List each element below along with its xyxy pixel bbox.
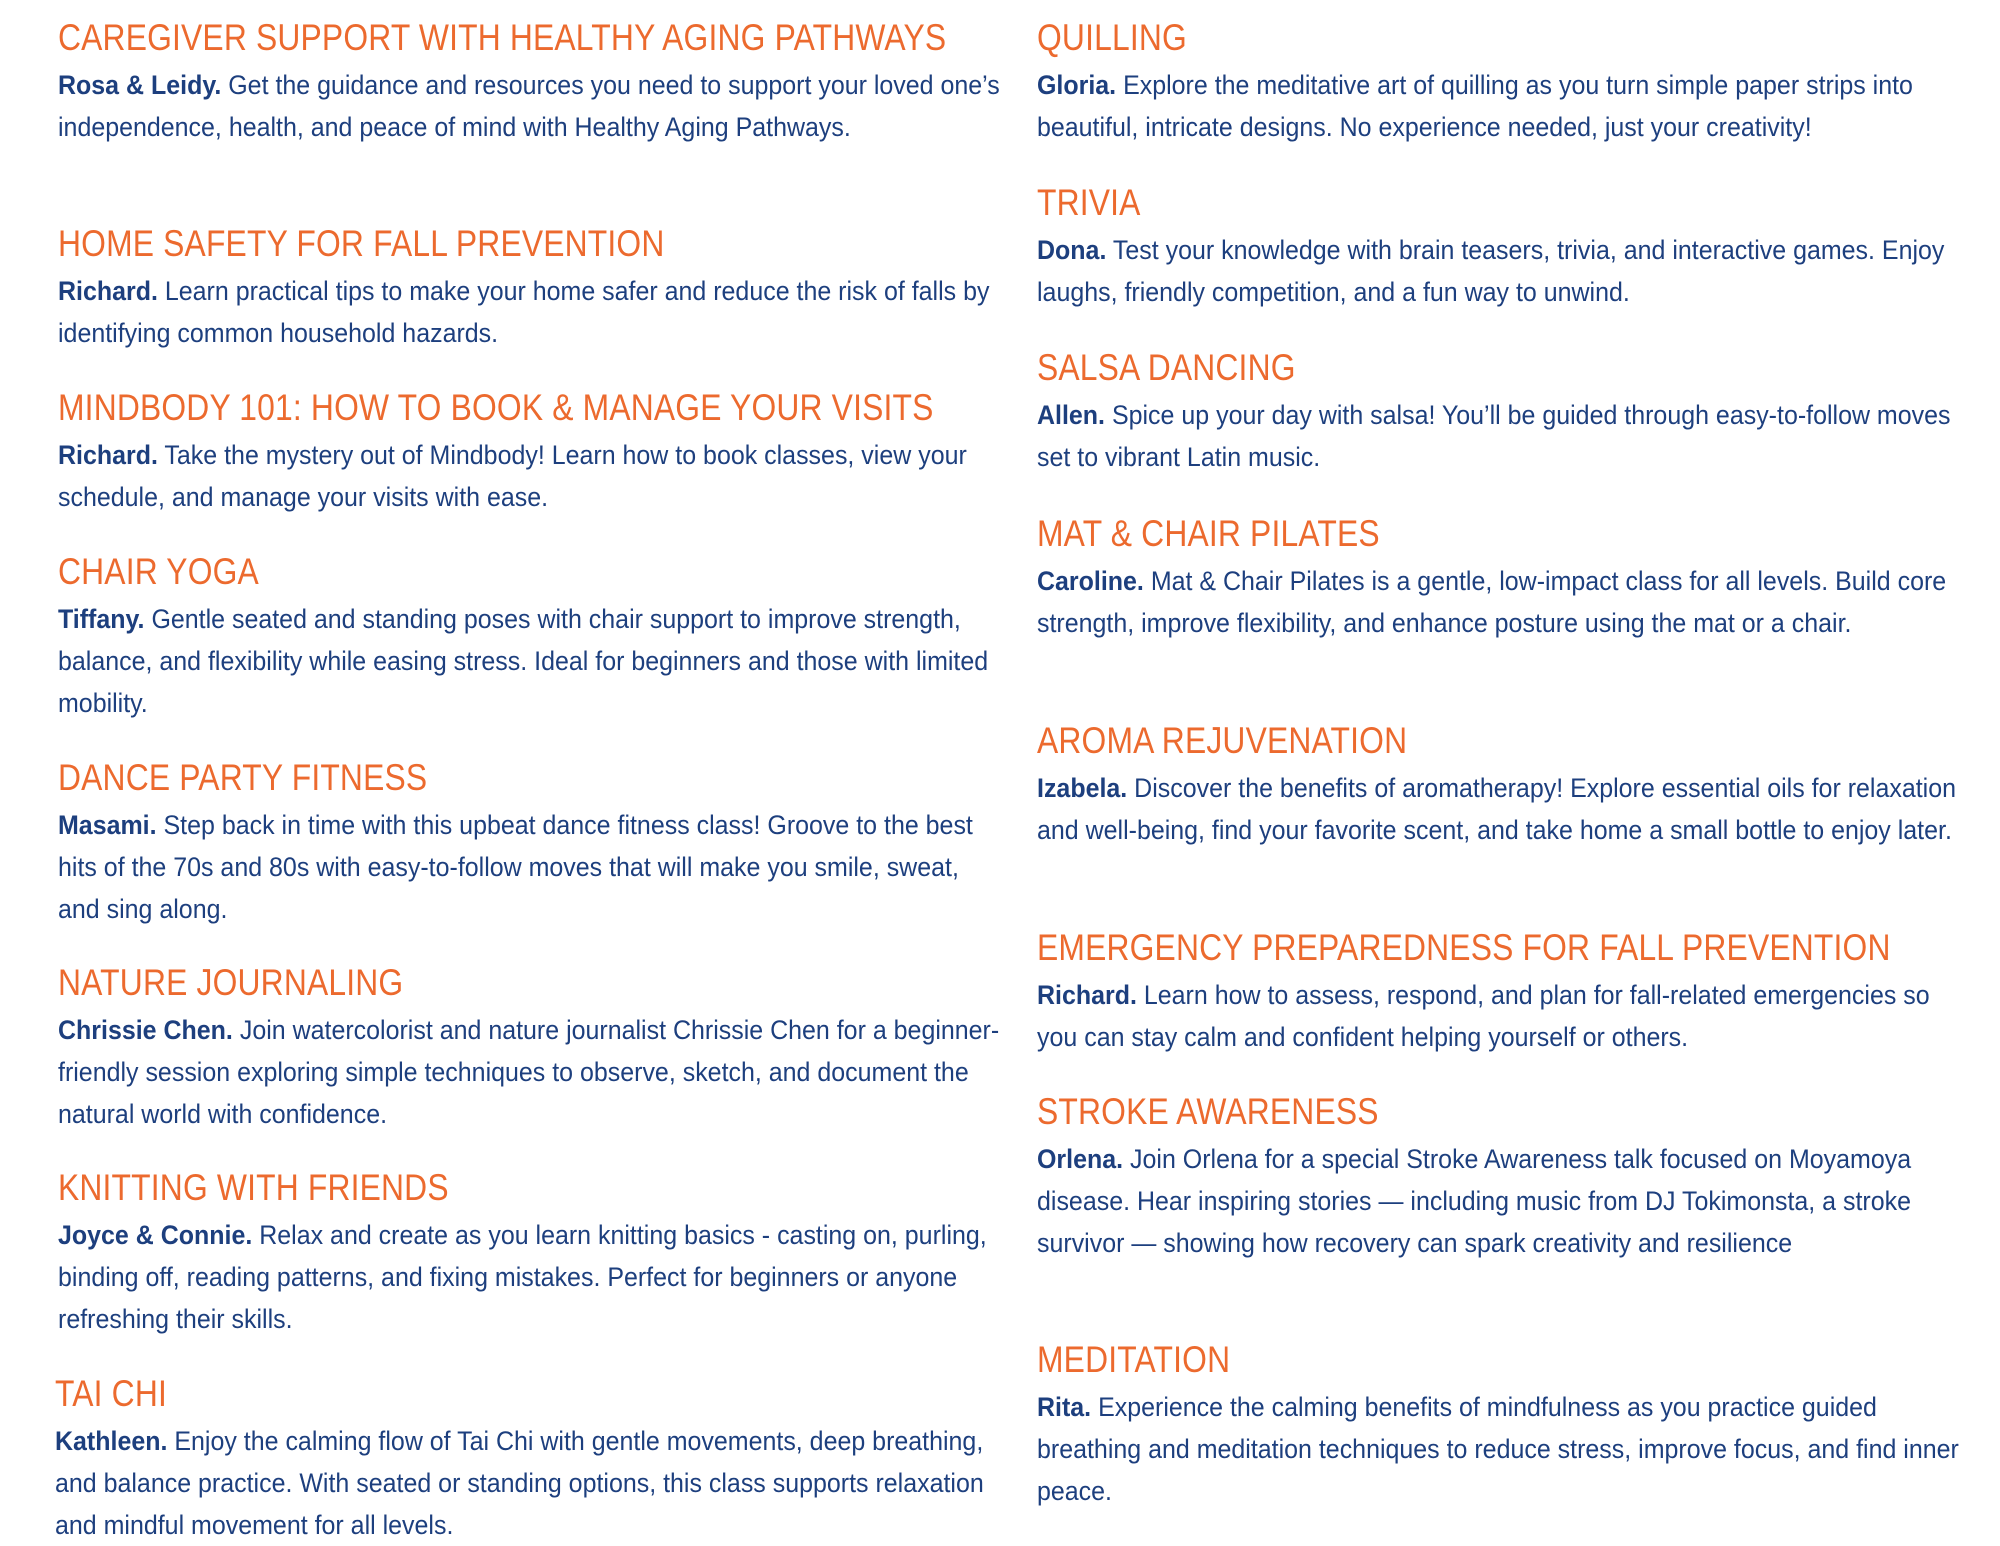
class-entry-home-safety	[58, 222, 1008, 354]
description-text: Discover the benefits of aromatherapy! Explore essential oils for relaxation and well-being, find your favorite scent, and take home a small bottle to enjoy later.	[1037, 773, 1957, 845]
description-text: Relax and create as you learn knitting basics - casting on, purling, binding off, reading patterns, and fixing mistakes. Perfect for beginners or anyone refreshing their skills.	[58, 1220, 987, 1334]
class-entry-trivia	[1037, 181, 1977, 313]
class-description	[1037, 767, 1976, 851]
instructor-name: Chrissie Chen.	[58, 1015, 233, 1045]
class-description	[58, 1009, 1007, 1135]
class-description	[1037, 1138, 1976, 1264]
description-text: Test your knowledge with brain teasers, trivia, and interactive games. Enjoy laughs, friendly competition, and a fun way to unwind.	[1037, 235, 1945, 307]
instructor-name: Richard.	[58, 276, 158, 306]
class-entry-quilling	[1037, 16, 1977, 148]
class-description	[58, 598, 1007, 724]
class-title: CAREGIVER SUPPORT WITH HEALTHY AGING PATHWAYS	[58, 17, 947, 58]
instructor-name: Masami.	[58, 810, 157, 840]
class-description	[1037, 394, 1976, 478]
description-text: Learn how to assess, respond, and plan for fall-related emergencies so you can stay calm and confident helping yourself or others.	[1037, 980, 1930, 1052]
class-entry-stroke-awareness	[1037, 1090, 1977, 1264]
class-entry-mat-chair-pilates	[1037, 512, 1977, 644]
class-entry-dance-party-fitness	[58, 756, 1008, 930]
description-text: Learn practical tips to make your home safer and reduce the risk of falls by identifying common household hazards.	[58, 276, 990, 348]
class-title: SALSA DANCING	[1037, 347, 1296, 388]
class-description	[58, 270, 1007, 354]
class-title: TAI CHI	[55, 1373, 167, 1414]
class-entry-meditation	[1037, 1338, 1977, 1512]
description-text: Experience the calming benefits of mindfulness as you practice guided breathing and meditation techniques to reduce stress, improve focus, and find inner peace.	[1037, 1392, 1959, 1506]
class-title: CHAIR YOGA	[58, 551, 259, 592]
class-entry-salsa-dancing	[1037, 346, 1977, 478]
class-entry-mindbody-101	[58, 386, 1008, 518]
instructor-name: Tiffany.	[58, 604, 145, 634]
instructor-name: Orlena.	[1037, 1144, 1124, 1174]
class-entry-knitting-with-friends	[58, 1166, 1008, 1340]
class-description	[1037, 229, 1976, 313]
class-description	[55, 1420, 1004, 1546]
class-entry-tai-chi	[55, 1372, 1005, 1546]
class-title: QUILLING	[1037, 17, 1187, 58]
class-title: MINDBODY 101: HOW TO BOOK & MANAGE YOUR VISITS	[58, 387, 934, 428]
instructor-name: Rosa & Leidy.	[58, 70, 222, 100]
class-entry-aroma-rejuvenation	[1037, 719, 1977, 851]
class-title: NATURE JOURNALING	[58, 962, 404, 1003]
class-title: DANCE PARTY FITNESS	[58, 757, 428, 798]
class-description	[58, 434, 1007, 518]
class-title: MAT & CHAIR PILATES	[1037, 513, 1380, 554]
instructor-name: Joyce & Connie.	[58, 1220, 253, 1250]
description-text: Enjoy the calming flow of Tai Chi with gentle movements, deep breathing, and balance practice. With seated or standing options, this class supports relaxation and mindful movement for all levels.	[55, 1426, 984, 1540]
instructor-name: Kathleen.	[55, 1426, 168, 1456]
class-entry-emergency-preparedness	[1037, 926, 1977, 1058]
class-entry-chair-yoga	[58, 550, 1008, 724]
class-description	[1037, 974, 1976, 1058]
class-description	[58, 1214, 1007, 1340]
class-title: STROKE AWARENESS	[1037, 1091, 1379, 1132]
class-title: AROMA REJUVENATION	[1037, 720, 1408, 761]
class-entry-nature-journaling	[58, 961, 1008, 1135]
instructor-name: Gloria.	[1037, 70, 1117, 100]
description-text: Get the guidance and resources you need to support your loved one’s independence, health, and peace of mind with Healthy Aging Pathways.	[58, 70, 1000, 142]
class-title: TRIVIA	[1037, 182, 1141, 223]
description-text: Mat & Chair Pilates is a gentle, low-impact class for all levels. Build core strength, improve flexibility, and enhance posture using the mat or a chair.	[1037, 566, 1947, 638]
instructor-name: Richard.	[1037, 980, 1137, 1010]
description-text: Join watercolorist and nature journalist Chrissie Chen for a beginner-friendly session exploring simple techniques to observe, sketch, and document the natural world with confidence.	[58, 1015, 1000, 1129]
class-description	[1037, 64, 1976, 148]
description-text: Step back in time with this upbeat dance fitness class! Groove to the best hits of the 70s and 80s with easy-to-follow moves that will make you smile, sweat, and sing along.	[58, 810, 973, 924]
instructor-name: Dona.	[1037, 235, 1107, 265]
class-entry-caregiver-support	[58, 16, 1008, 148]
class-description	[58, 804, 1007, 930]
class-description	[58, 64, 1007, 148]
instructor-name: Richard.	[58, 440, 158, 470]
class-description	[1037, 1386, 1976, 1512]
class-title: EMERGENCY PREPAREDNESS FOR FALL PREVENTION	[1037, 927, 1891, 968]
description-text: Spice up your day with salsa! You’ll be guided through easy-to-follow moves set to vibrant Latin music.	[1037, 400, 1951, 472]
description-text: Join Orlena for a special Stroke Awareness talk focused on Moyamoya disease. Hear inspiring stories — including music from DJ Tokimonsta, a stroke survivor — showing how recovery can spark creativity and resilience	[1037, 1144, 1912, 1258]
description-text: Take the mystery out of Mindbody! Learn how to book classes, view your schedule, and manage your visits with ease.	[58, 440, 967, 512]
class-title: MEDITATION	[1037, 1339, 1231, 1380]
class-title: HOME SAFETY FOR FALL PREVENTION	[58, 223, 665, 264]
instructor-name: Izabela.	[1037, 773, 1128, 803]
instructor-name: Rita.	[1037, 1392, 1092, 1422]
description-text: Explore the meditative art of quilling as you turn simple paper strips into beautiful, intricate designs. No experience needed, just your creativity!	[1037, 70, 1913, 142]
description-text: Gentle seated and standing poses with chair support to improve strength, balance, and flexibility while easing stress. Ideal for beginners and those with limited mobility.	[58, 604, 989, 718]
class-description	[1037, 560, 1976, 644]
class-title: KNITTING WITH FRIENDS	[58, 1167, 449, 1208]
instructor-name: Caroline.	[1037, 566, 1144, 596]
instructor-name: Allen.	[1037, 400, 1106, 430]
